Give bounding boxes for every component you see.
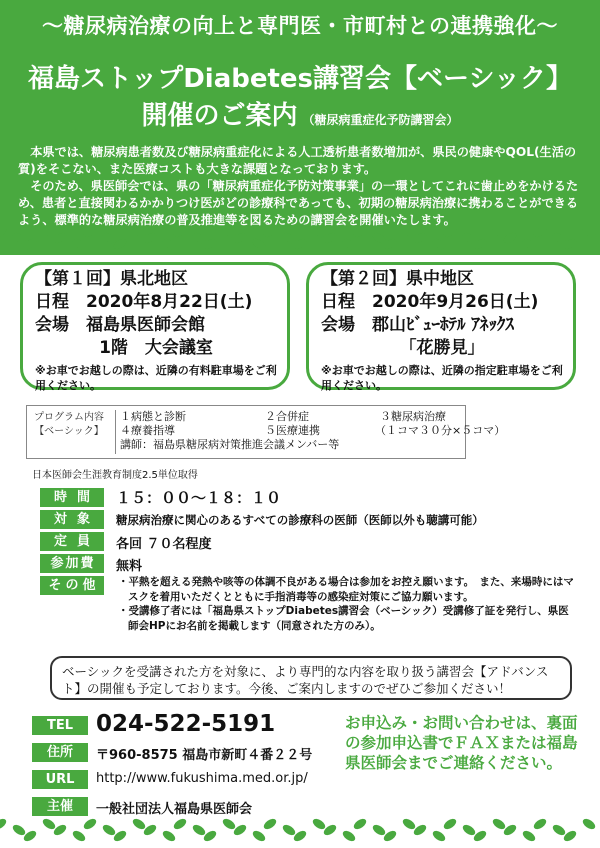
- title-small: （糖尿病重症化予防講習会）: [302, 113, 459, 127]
- address-value: 〒960-8575 福島市新町４番２２号: [96, 748, 313, 763]
- program-label: [29, 411, 109, 439]
- leaf-icon: [262, 228, 278, 239]
- session-2-note: ※お車でお越しの際は、近隣の指定駐車場をご利用ください。: [321, 364, 563, 392]
- leaf-icon: [101, 231, 117, 246]
- leaf-icon: [131, 228, 147, 239]
- target-label: 対象: [40, 510, 104, 529]
- program-item-1: １病態と診断: [120, 410, 186, 423]
- other-label: その他: [40, 576, 104, 595]
- leaf-icon: [442, 817, 458, 832]
- session-1-date: 日程 2020年8月22日(土): [35, 292, 253, 312]
- intro-paragraph-1: 本県では、糖尿病患者数及び糖尿病重症化による人工透析患者数増加が、県民の健康やQOL(生活の質)をそこない、また医療コストも大きな課題となっております。: [18, 145, 577, 176]
- leaf-icon: [0, 817, 8, 832]
- url-label: URL: [32, 770, 88, 789]
- address-label: 住所: [32, 743, 88, 762]
- tel-label: TEL: [32, 716, 88, 735]
- leaf-icon: [551, 231, 567, 246]
- leaf-icon: [311, 228, 327, 239]
- leaf-icon: [521, 829, 537, 844]
- subtitle: ～糖尿病治療の向上と専門医・市町村との連携強化～: [42, 14, 558, 38]
- leaf-icon: [281, 823, 297, 838]
- other-note-1: ・平熱を超える発熱や咳等の体調不良がある場合は参加をお控え願います。 また、来場時にはマスクを着用いただくとともに手指消毒等の感染症対策にご協力願います。: [118, 576, 574, 603]
- leaf-icon: [172, 228, 188, 239]
- leaf-icon: [71, 829, 87, 844]
- leaf-icon: [251, 237, 267, 252]
- page-title-line2: [0, 95, 600, 132]
- session-2-heading: 【第２回】県中地区: [321, 269, 474, 289]
- leaf-icon: [551, 823, 567, 838]
- title-main: 開催のご案内: [141, 101, 298, 131]
- header-banner: [0, 0, 600, 255]
- leaf-icon: [461, 231, 477, 246]
- program-list: [115, 410, 506, 454]
- program-item-4: ４療養指導: [120, 424, 175, 437]
- leaf-icon: [221, 817, 237, 832]
- session-2-date: 日程 2020年9月26日(土): [321, 292, 539, 312]
- tel-value[interactable]: 024-522-5191: [96, 711, 276, 737]
- other-note-2: ・受講修了者には「福島県ストップDiabetes講習会（ベーシック）受講修了証を発行し、県医師会HPにお名前を掲載します（同意された方のみ）。: [118, 605, 569, 632]
- session-1-venue: 会場 福島県医師会館: [35, 315, 205, 335]
- time-value: １５：００～１８：１０: [116, 489, 282, 507]
- other-notes: [118, 575, 578, 633]
- leaf-icon: [491, 817, 507, 832]
- leaf-icon: [352, 817, 368, 832]
- session-1-heading: 【第１回】県北地区: [35, 269, 188, 289]
- page-title: 福島ストップDiabetes講習会【ベーシック】: [27, 64, 572, 94]
- leaf-icon: [41, 817, 57, 832]
- leaf-icon: [262, 817, 278, 832]
- intro-paragraph-2: そのため、県医師会では、県の「糖尿病重症化予防対策事業」の一環としてこれに歯止めをかけるため、患者と直接関わるかかりつけ医がどの診療科であっても、初期の糖尿病治療に携わることができるよう、標準的な糖尿病治療の普及推進等を図るための講習会を開催いたします。: [18, 179, 579, 227]
- program-label-line1: プログラム内容: [34, 412, 104, 423]
- session-1-box: [20, 262, 290, 390]
- leaf-icon: [371, 823, 387, 838]
- capacity-label: 定員: [40, 532, 104, 551]
- leaf-icon: [431, 237, 447, 252]
- session-2-box: [306, 262, 576, 390]
- leaf-icon: [11, 231, 27, 246]
- leaf-icon: [11, 823, 27, 838]
- intro-text: [18, 144, 582, 229]
- target-value: 糖尿病治療に関心のあるすべての診療科の医師（医師以外も聴講可能）: [116, 513, 484, 527]
- leaf-icon: [521, 237, 537, 252]
- leaf-icon: [341, 237, 357, 252]
- leaf-icon: [341, 829, 357, 844]
- session-1-venue-room: 1階 大会議室: [99, 338, 213, 358]
- leaf-icon: [532, 228, 548, 239]
- session-2-venue: 会場 郡山ﾋﾞｭｰﾎﾃﾙ ｱﾈｯｸｽ: [321, 315, 514, 335]
- leaf-icon: [191, 823, 207, 838]
- leaf-icon: [101, 823, 117, 838]
- leaf-icon: [352, 228, 368, 239]
- url-link[interactable]: http://www.fukushima.med.or.jp/: [96, 771, 308, 786]
- program-label-line2: 【ベーシック】: [34, 426, 104, 437]
- advanced-notice: ベーシックを受講された方を対象に、より専門的な内容を取り扱う講習会【アドバンスト】の開催も予定しております。今後、ご案内しますのでぜひご参加ください！: [50, 656, 572, 700]
- leaf-icon: [161, 829, 177, 844]
- program-item-6: （１コマ３０分×５コマ）: [375, 424, 506, 437]
- leaf-icon: [251, 829, 267, 844]
- leaf-icon: [82, 817, 98, 832]
- leaf-icon: [191, 231, 207, 246]
- leaf-icon: [0, 228, 8, 239]
- application-instructions: お申込み・お問い合わせは、裏面の参加申込書でＦＡＸまたは福島県医師会までご連絡ください。: [345, 714, 578, 772]
- program-item-5: ５医療連携: [265, 424, 320, 437]
- leaf-icon: [131, 817, 147, 832]
- fee-label: 参加費: [40, 554, 104, 573]
- leaf-icon: [532, 817, 548, 832]
- leaf-icon: [41, 228, 57, 239]
- leaf-icon: [442, 228, 458, 239]
- leaf-icon: [281, 231, 297, 246]
- program-item-3: ３糖尿病治療: [380, 410, 446, 423]
- leaf-icon: [371, 231, 387, 246]
- leaf-icon: [172, 817, 188, 832]
- session-1-note: ※お車でお越しの際は、近隣の有料駐車場をご利用ください。: [35, 364, 277, 392]
- fee-value: 無料: [116, 559, 143, 574]
- leaf-icon: [491, 228, 507, 239]
- leaf-icon: [161, 237, 177, 252]
- leaf-icon: [82, 228, 98, 239]
- leaf-decoration-top: [0, 228, 600, 260]
- session-2-venue-room: 「花勝見」: [399, 338, 485, 358]
- program-item-2: ２合併症: [265, 410, 309, 423]
- leaf-decoration-bottom: [0, 816, 600, 848]
- host-value: 一般社団法人福島県医師会: [96, 802, 253, 817]
- leaf-icon: [431, 829, 447, 844]
- leaf-icon: [221, 228, 237, 239]
- time-label: 時間: [40, 488, 104, 507]
- cme-credit: 日本医師会生涯教育制度2.5単位取得: [32, 470, 198, 481]
- leaf-icon: [581, 228, 597, 239]
- leaf-icon: [581, 817, 597, 832]
- leaf-icon: [461, 823, 477, 838]
- leaf-icon: [71, 237, 87, 252]
- leaf-icon: [311, 817, 327, 832]
- program-lecturer: 講師：福島県糖尿病対策推進会議メンバー等: [120, 438, 340, 451]
- leaf-icon: [401, 817, 417, 832]
- capacity-value: 各回 ７０名程度: [116, 537, 212, 552]
- leaf-icon: [401, 228, 417, 239]
- program-box: [26, 405, 506, 459]
- host-label: 主催: [32, 797, 88, 816]
